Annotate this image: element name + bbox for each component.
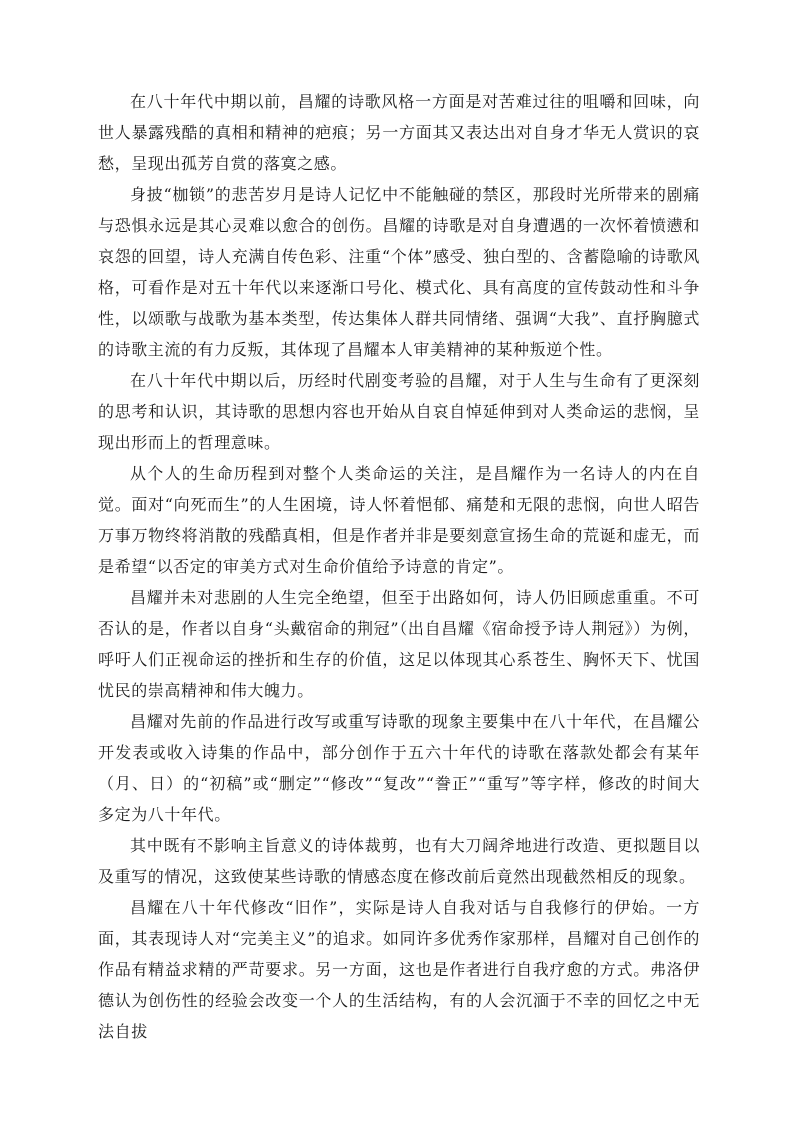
- paragraph-5: 昌耀并未对悲剧的人生完全绝望，但至于出路如何，诗人仍旧顾虑重重。不可否认的是，作者以自身“头戴宿命的荆冠”（出自昌耀《宿命授予诗人荆冠》）为例，呼吁人们正视命运的挫折和生存的价值，这足以体现其心系苍生、胸怀天下、忧国忧民的崇高精神和伟大魄力。: [98, 588, 700, 700]
- paragraph-4: 从个人的生命历程到对整个人类命运的关注，是昌耀作为一名诗人的内在自觉。面对“向死而生”的人生困境，诗人怀着悒郁、痛楚和无限的悲悯，向世人昭告万事万物终将消散的残酷真相，但是作者并非是要刻意宣扬生命的荒诞和虚无，而是希望“以否定的审美方式对生命价值给予诗意的肯定”。: [98, 464, 700, 576]
- paragraph-8: 昌耀在八十年代修改“旧作”，实际是诗人自我对话与自我修行的伊始。一方面，其表现诗人对“完美主义”的追求。如同许多优秀作家那样，昌耀对自己创作的作品有精益求精的严苛要求。另一方面，这也是作者进行自我疗愈的方式。弗洛伊德认为创伤性的经验会改变一个人的生活结构，有的人会沉湎于不幸的回忆之中无法自拔: [98, 898, 700, 1041]
- paragraph-3: 在八十年代中期以后，历经时代剧变考验的昌耀，对于人生与生命有了更深刻的思考和认识，其诗歌的思想内容也开始从自哀自悼延伸到对人类命运的悲悯，呈现出形而上的哲理意味。: [98, 371, 700, 452]
- paragraph-1: 在八十年代中期以前，昌耀的诗歌风格一方面是对苦难过往的咀嚼和回味，向世人暴露残酷的真相和精神的疤痕；另一方面其又表达出对自身才华无人赏识的哀愁，呈现出孤芳自赏的落寞之感。: [98, 92, 700, 173]
- paragraph-7: 其中既有不影响主旨意义的诗体裁剪，也有大刀阔斧地进行改造、更拟题目以及重写的情况，这致使某些诗歌的情感态度在修改前后竟然出现截然相反的现象。: [98, 836, 700, 886]
- paragraph-2: 身披“枷锁”的悲苦岁月是诗人记忆中不能触碰的禁区，那段时光所带来的剧痛与恐惧永远是其心灵难以愈合的创伤。昌耀的诗歌是对自身遭遇的一次怀着愤懑和哀怨的回望，诗人充满自传色彩、注重“个体”感受、独白型的、含蓄隐喻的诗歌风格，可看作是对五十年代以来逐渐口号化、模式化、具有高度的宣传鼓动性和斗争性，以颂歌与战歌为基本类型，传达集体人群共同情绪、强调“大我”、直抒胸臆式的诗歌主流的有力反叛，其体现了昌耀本人审美精神的某种叛逆个性。: [98, 185, 700, 359]
- document-body: [98, 86, 700, 1047]
- paragraph-6: 昌耀对先前的作品进行改写或重写诗歌的现象主要集中在八十年代，在昌耀公开发表或收入诗集的作品中，部分创作于五六十年代的诗歌在落款处都会有某年（月、日）的“初稿”或“删定”“修改”“复改”“誊正”“重写”等字样，修改的时间大多定为八十年代。: [98, 712, 700, 824]
